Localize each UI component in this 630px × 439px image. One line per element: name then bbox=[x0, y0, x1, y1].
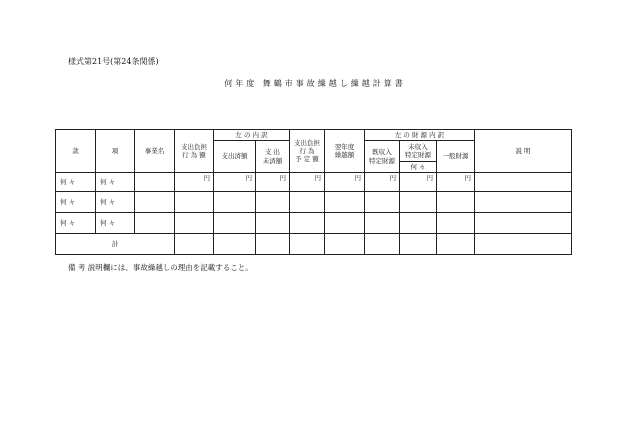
cell-empty bbox=[214, 192, 256, 213]
header-shishutsu-misai bbox=[256, 141, 290, 173]
cell-empty bbox=[175, 234, 214, 255]
header-yotei-line1: 支出負担 bbox=[294, 138, 320, 147]
cell-empty bbox=[214, 213, 256, 234]
cell-empty bbox=[365, 192, 400, 213]
cell-empty bbox=[256, 213, 290, 234]
header-hidari-uchiwake: 左 の 内 訳 bbox=[214, 130, 290, 141]
cell-kou: 何 々 bbox=[96, 192, 135, 213]
cell-empty bbox=[175, 192, 214, 213]
cell-unit: 円 bbox=[437, 173, 475, 192]
cell-empty bbox=[437, 192, 475, 213]
header-zaigen-uchiwake: 左 の 財 源 内 訳 bbox=[365, 130, 475, 141]
header-kishu-line1: 既収入 bbox=[372, 148, 392, 157]
document-title: 何年度 舞鶴市事故繰越し繰越計算書 bbox=[224, 79, 406, 88]
cell-kou: 何 々 bbox=[96, 173, 135, 192]
header-kan: 款 bbox=[56, 130, 96, 173]
total-label: 計 bbox=[56, 234, 175, 255]
cell-setsumei bbox=[475, 213, 572, 234]
header-kishu bbox=[365, 141, 400, 173]
cell-empty bbox=[400, 192, 437, 213]
note: 備 考 説明欄には、事故繰越しの理由を記載すること。 bbox=[68, 263, 253, 272]
cell-jigyo bbox=[135, 213, 175, 234]
header-kishu-line2: 特定財源 bbox=[369, 156, 395, 165]
header-shishutsu-futan-line2: 行 為 額 bbox=[182, 151, 206, 159]
cell-empty bbox=[437, 234, 475, 255]
cell-setsumei bbox=[475, 234, 572, 255]
table-row bbox=[56, 192, 572, 213]
cell-empty bbox=[214, 234, 256, 255]
cell-unit: 円 bbox=[365, 173, 400, 192]
header-setsumei: 説 明 bbox=[475, 130, 572, 173]
header-shishutsu-misai-line2: 未済額 bbox=[262, 156, 283, 165]
header-yotei-line2: 行 為 bbox=[299, 146, 315, 155]
cell-empty bbox=[256, 234, 290, 255]
cell-empty bbox=[290, 234, 325, 255]
header-yokunendo-line1: 翌年度 bbox=[334, 142, 355, 151]
cell-empty bbox=[325, 192, 365, 213]
cell-empty bbox=[325, 213, 365, 234]
cell-setsumei bbox=[475, 173, 572, 192]
cell-empty bbox=[290, 213, 325, 234]
header-mishu-line1: 未収入 bbox=[408, 142, 428, 151]
cell-unit: 円 bbox=[175, 173, 214, 192]
cell-empty bbox=[256, 192, 290, 213]
header-yokunendo bbox=[325, 130, 365, 173]
cell-unit: 円 bbox=[400, 173, 437, 192]
cell-empty bbox=[365, 234, 400, 255]
cell-setsumei bbox=[475, 192, 572, 213]
header-shishutsu-zumi: 支出済額 bbox=[214, 141, 256, 173]
header-jigyo: 事業名 bbox=[135, 130, 175, 173]
cell-empty bbox=[325, 234, 365, 255]
header-yotei-line3: 予 定 額 bbox=[295, 155, 319, 164]
header-yokunendo-line2: 繰越額 bbox=[334, 151, 355, 159]
form-number: 様式第21号(第24条関係) bbox=[68, 57, 159, 66]
cell-kou: 何 々 bbox=[96, 213, 135, 234]
header-shishutsu-futan-line1: 支出負担 bbox=[181, 142, 207, 151]
cell-unit: 円 bbox=[256, 173, 290, 192]
cell-jigyo bbox=[135, 192, 175, 213]
cell-kan: 何 々 bbox=[56, 192, 96, 213]
cell-empty bbox=[365, 213, 400, 234]
cell-empty bbox=[290, 192, 325, 213]
header-yotei bbox=[290, 130, 325, 173]
header-shishutsu-misai-line1: 支 出 bbox=[264, 148, 281, 157]
header-shishutsu-futan bbox=[175, 130, 214, 173]
header-ippan: 一般財源 bbox=[437, 141, 475, 173]
table-row bbox=[56, 173, 572, 192]
cell-jigyo bbox=[135, 173, 175, 192]
cell-unit: 円 bbox=[290, 173, 325, 192]
table-total-row bbox=[56, 234, 572, 255]
header-mishu-line2: 特定財源 bbox=[405, 151, 431, 159]
cell-empty bbox=[175, 213, 214, 234]
cell-empty bbox=[400, 213, 437, 234]
cell-unit: 円 bbox=[325, 173, 365, 192]
cell-empty bbox=[437, 213, 475, 234]
header-kou: 項 bbox=[96, 130, 135, 173]
header-mishu-nanino: 何 々 bbox=[400, 162, 437, 173]
cell-kan: 何 々 bbox=[56, 213, 96, 234]
carryover-table bbox=[55, 129, 572, 255]
cell-unit: 円 bbox=[214, 173, 256, 192]
table-row bbox=[56, 213, 572, 234]
header-mishu bbox=[400, 141, 437, 162]
cell-empty bbox=[400, 234, 437, 255]
cell-kan: 何 々 bbox=[56, 173, 96, 192]
